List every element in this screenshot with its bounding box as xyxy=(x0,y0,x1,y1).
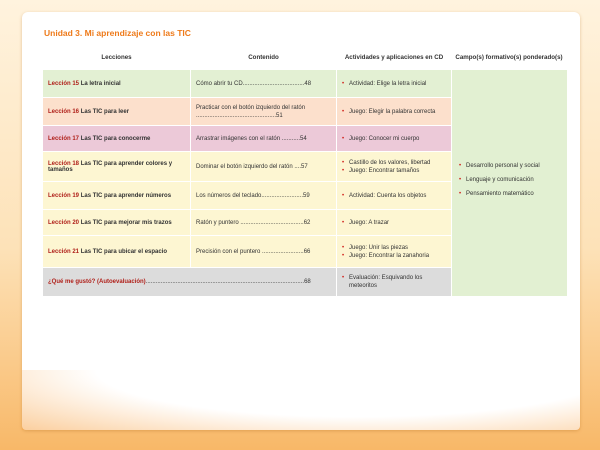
activity-item: • Castillo de los valores, libertad xyxy=(342,159,446,167)
content-cell: Dominar el botón izquierdo del ratón ....57 xyxy=(191,152,337,182)
activity-item: • Actividad: Cuenta los objetos xyxy=(342,192,446,200)
lesson-title: Las TIC para ubicar el espacio xyxy=(80,248,168,255)
content-cell: Practicar con el botón izquierdo del ratón ................................................51 xyxy=(191,98,337,126)
campo-item: • Lenguaje y comunicación xyxy=(459,176,560,184)
lesson-title: La letra inicial xyxy=(80,80,121,87)
content-cell: Precisión con el puntero .........................66 xyxy=(191,236,337,268)
lesson-cell xyxy=(43,182,191,210)
activity-item: • Juego: Elegir la palabra correcta xyxy=(342,108,446,116)
activities-cell xyxy=(337,70,452,98)
lesson-number: Lección 20 xyxy=(48,219,80,226)
lesson-number: Lección 18 xyxy=(48,160,80,167)
activities-cell xyxy=(337,126,452,152)
activities-cell xyxy=(337,268,452,296)
lesson-cell xyxy=(43,70,191,98)
header-lecciones: Lecciones xyxy=(43,50,191,70)
activities-cell xyxy=(337,236,452,268)
lesson-title: Las TIC para aprender números xyxy=(80,192,172,199)
lesson-title: Las TIC para leer xyxy=(80,108,130,115)
activity-item: • Juego: Encontrar la zanahoria xyxy=(342,252,446,260)
content-cell: Arrastrar imágenes con el ratón ...........54 xyxy=(191,126,337,152)
content-cell: Ratón y puntero ......................................62 xyxy=(191,210,337,236)
header-actividades: Actividades y aplicaciones en CD xyxy=(337,50,452,70)
lesson-title: Las TIC para aprender colores y tamaños xyxy=(48,160,173,173)
self-eval-dots: ............................................................................................... xyxy=(145,278,305,285)
activities-cell xyxy=(337,210,452,236)
lesson-number: Lección 19 xyxy=(48,192,80,199)
book-page xyxy=(22,12,580,430)
activity-item: • Juego: Conocer mi cuerpo xyxy=(342,135,446,143)
activity-item: • Juego: Encontrar tamaños xyxy=(342,167,446,175)
activity-item: • Juego: A trazar xyxy=(342,219,446,227)
self-eval-label: ¿Qué me gustó? (Autoevaluación) xyxy=(48,278,146,285)
lesson-title: Las TIC para mejorar mis trazos xyxy=(80,219,172,226)
campos-cell xyxy=(452,70,567,296)
activity-item: • Juego: Unir las piezas xyxy=(342,244,446,252)
lesson-cell xyxy=(43,210,191,236)
contents-table xyxy=(42,50,567,296)
table-row xyxy=(43,70,567,98)
lesson-cell xyxy=(43,126,191,152)
lesson-number: Lección 17 xyxy=(48,135,80,142)
header-campos: Campo(s) formativo(s) ponderado(s) xyxy=(452,50,567,70)
lesson-cell xyxy=(43,98,191,126)
lesson-number: Lección 15 xyxy=(48,80,80,87)
self-eval-cell xyxy=(43,268,337,296)
lesson-cell xyxy=(43,152,191,182)
activities-cell xyxy=(337,182,452,210)
campo-item: • Pensamiento matemático xyxy=(459,190,560,198)
self-eval-page: 68 xyxy=(304,278,311,285)
lesson-title: Las TIC para conocerme xyxy=(80,135,151,142)
lesson-cell xyxy=(43,236,191,268)
lesson-number: Lección 21 xyxy=(48,248,80,255)
campo-item: • Desarrollo personal y social xyxy=(459,162,560,170)
unit-title: Unidad 3. Mi aprendizaje con las TIC xyxy=(44,28,191,38)
activity-item: • Actividad: Elige la letra inicial xyxy=(342,80,446,88)
header-contenido: Contenido xyxy=(191,50,337,70)
activities-cell xyxy=(337,152,452,182)
content-cell: Los números del teclado.........................59 xyxy=(191,182,337,210)
content-cell: Cómo abrir tu CD.....................................48 xyxy=(191,70,337,98)
activity-item: • Evaluación: Esquivando los meteoritos xyxy=(342,274,446,290)
lesson-number: Lección 16 xyxy=(48,108,80,115)
header-row xyxy=(43,50,567,70)
page-curl xyxy=(22,370,580,430)
activities-cell xyxy=(337,98,452,126)
